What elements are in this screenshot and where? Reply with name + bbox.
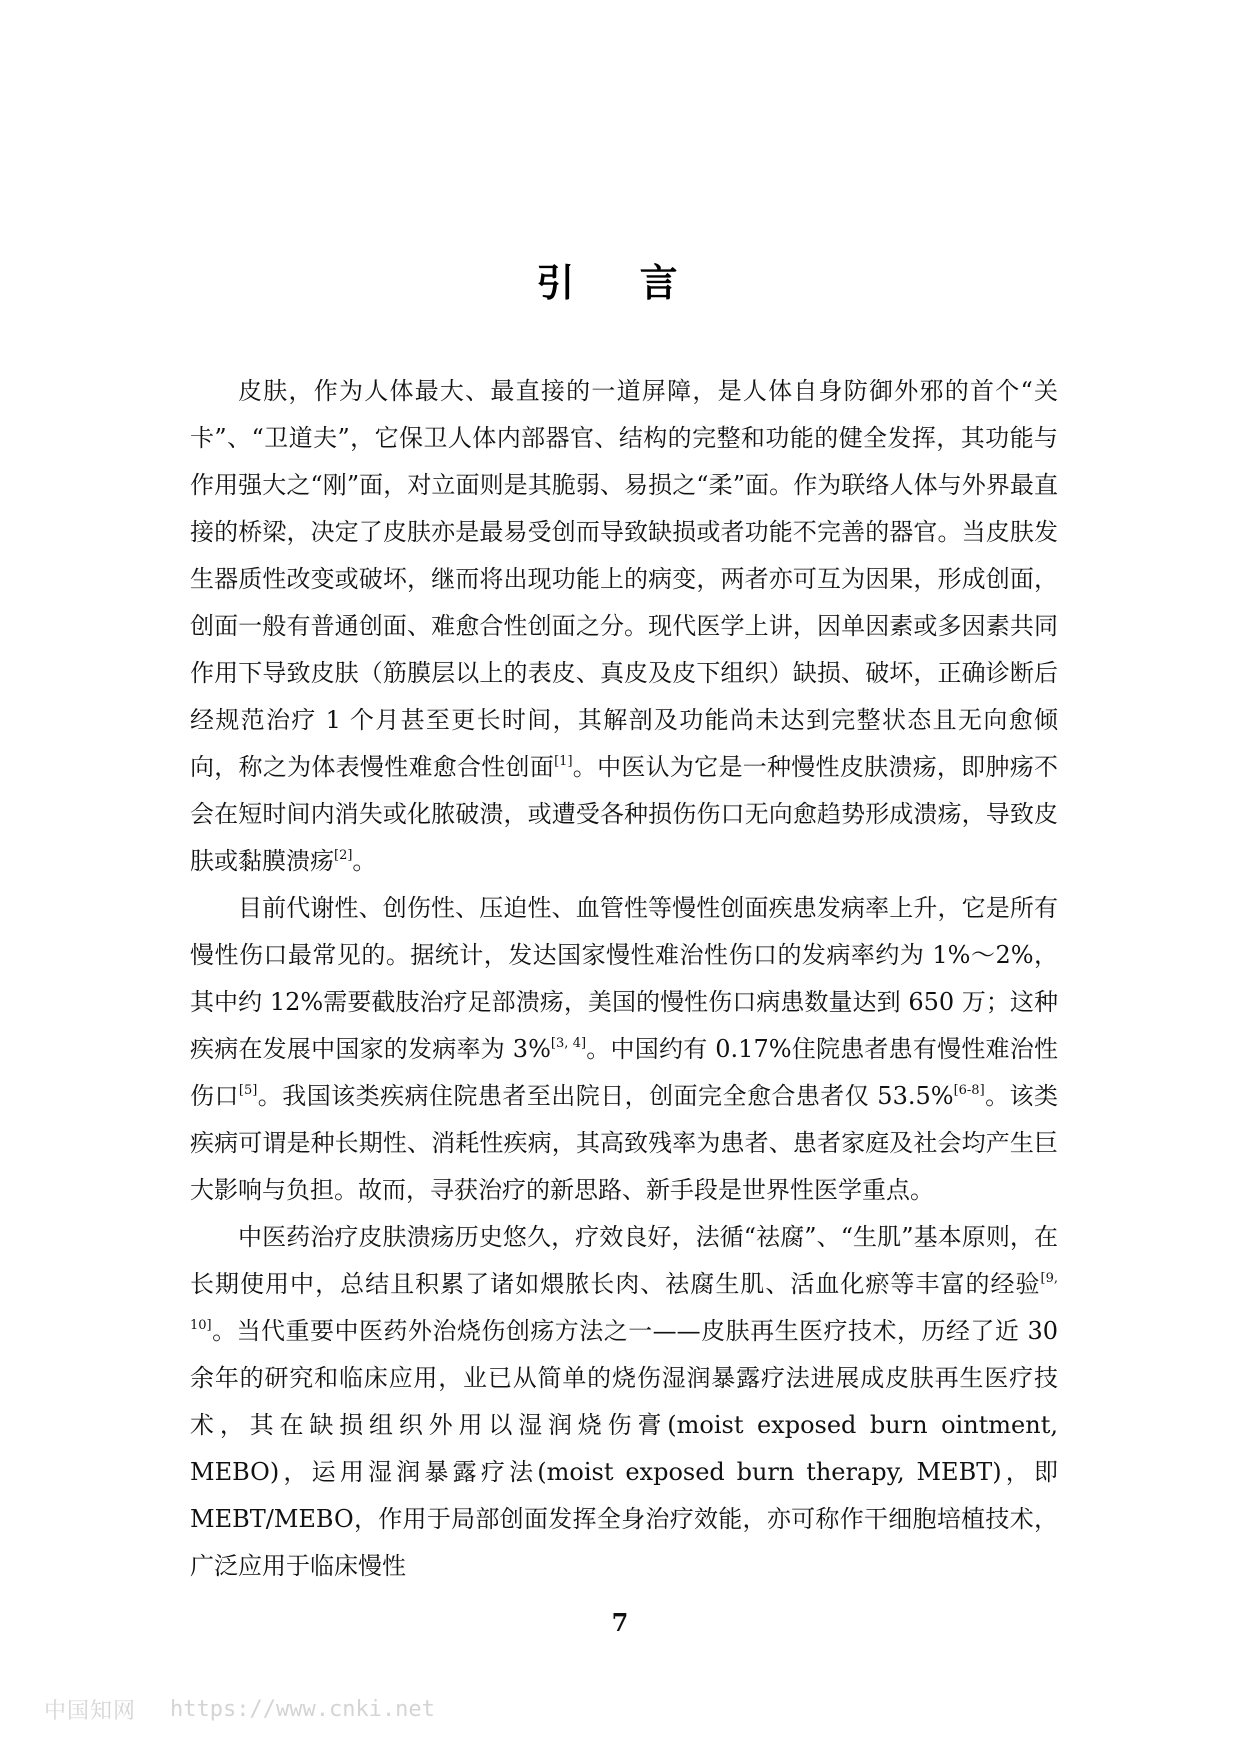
paragraph-2 [190, 885, 1058, 1214]
page-number: 7 [611, 1608, 629, 1637]
body-text [190, 368, 1058, 1590]
page-title: 引 言 [536, 261, 704, 305]
text-run: 。该类疾病可谓是种长期性、消耗性疾病，其高致残率为患者、患者家庭及社会均产生巨大影响与负担。故而，寻获治疗的新思路、新手段是世界性医学重点。 [190, 1082, 1059, 1204]
text-run: 。 [352, 847, 377, 875]
citation-ref[interactable]: [6-8] [953, 1083, 985, 1098]
text-run: 皮肤，作为人体最大、最直接的一道屏障，是人体自身防御外邪的首个“关卡”、“卫道夫”，它保卫人体内部器官、结构的完整和功能的健全发挥，其功能与作用强大之“刚”面，对立面则是其脆弱、易损之“柔”面。作为联络人体与外界最直接的桥梁，决定了皮肤亦是最易受创而导致缺损或者功能不完善的器官。当皮肤发生器质性改变或破坏，继而将出现功能上的病变，两者亦可互为因果，形成创面，创面一般有普通创面、难愈合性创面之分。现代医学上讲，因单因素或多因素共同作用下导致皮肤（筋膜层以上的表皮、真皮及皮下组织）缺损、破坏，正确诊断后经规范治疗 1 个月甚至更长时间，其解剖及功能尚未达到完整状态且无向愈倾向，称之为体表慢性难愈合性创面 [190, 377, 1058, 781]
text-run: 目前代谢性、创伤性、压迫性、血管性等慢性创面疾患发病率上升，它是所有慢性伤口最常见的。据统计，发达国家慢性难治性伤口的发病率约为 1%～2%，其中约 12%需要截肢治疗足部溃疡，美国的慢性伤口病患数量达到 650 万；这种疾病在发展中国家的发病率为 3% [190, 894, 1058, 1063]
text-run: 中医药治疗皮肤溃疡历史悠久，疗效良好，法循“祛腐”、“生肌”基本原则，在长期使用中，总结且积累了诸如煨脓长肉、祛腐生肌、活血化瘀等丰富的经验 [190, 1223, 1058, 1298]
paragraph-1 [190, 368, 1058, 885]
citation-ref[interactable]: [2] [334, 848, 353, 863]
cnki-watermark [44, 1694, 435, 1725]
citation-ref[interactable]: [3, 4] [550, 1036, 587, 1051]
paragraph-3 [190, 1214, 1058, 1590]
text-run: 。中国约有 0.17%住院患者患有慢性难治性伤口 [190, 1035, 1059, 1110]
watermark-url: https://www.cnki.net [170, 1697, 435, 1722]
text-run: 。中医认为它是一种慢性皮肤溃疡，即肿疡不会在短时间内消失或化脓破溃，或遭受各种损伤伤口无向愈趋势形成溃疡，导致皮肤或黏膜溃疡 [190, 753, 1059, 875]
citation-ref[interactable]: [5] [238, 1083, 258, 1098]
citation-ref[interactable]: [9, 10] [190, 1271, 1058, 1333]
citation-ref[interactable]: [1] [554, 754, 573, 769]
watermark-name: 中国知网 [44, 1699, 137, 1724]
text-run: 。我国该类疾病住院患者至出院日，创面完全愈合患者仅 53.5% [257, 1082, 954, 1110]
text-run: 。当代重要中医药外治烧伤创疡方法之一——皮肤再生医疗技术，历经了近 30 余年的研究和临床应用，业已从简单的烧伤湿润暴露疗法进展成皮肤再生医疗技术，其在缺损组织外用以湿润烧伤膏(moist exposed burn ointment, MEBO)，运用湿润暴露疗法(moist exposed burn therapy, MEBT)，即 MEBT/MEBO，作用于局部创面发挥全身治疗效能，亦可称作干细胞培植技术，广泛应用于临床慢性 [190, 1317, 1058, 1580]
